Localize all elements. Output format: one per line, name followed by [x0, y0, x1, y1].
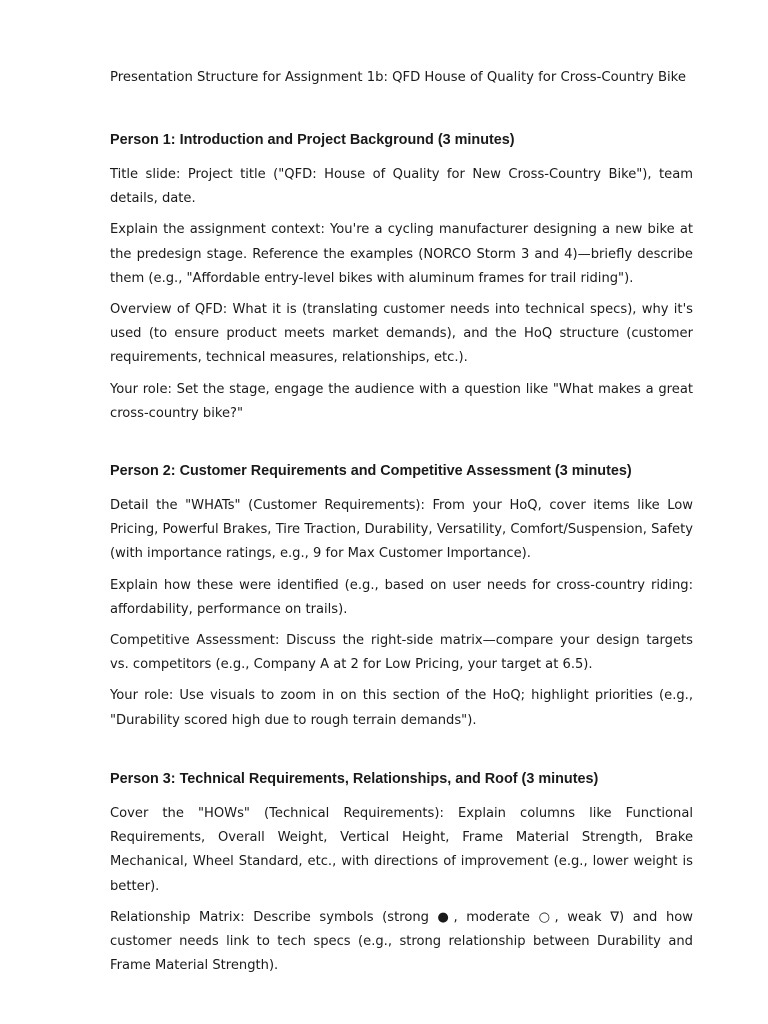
paragraph: Detail the "WHATs" (Customer Requirements): From your HoQ, cover items like Low Pricing, Powerful Brakes, Tire Traction, Durability, Versatility, Comfort/Suspension, Safety (with importance ratings, e.g., 9 for Max Customer Importance). [110, 498, 693, 562]
document-title: Presentation Structure for Assignment 1b: QFD House of Quality for Cross-Country Bike [110, 70, 686, 85]
section-heading: Person 1: Introduction and Project Background (3 minutes) [110, 132, 515, 148]
section-heading: Person 3: Technical Requirements, Relationships, and Roof (3 minutes) [110, 771, 599, 787]
paragraph: Cover the "HOWs" (Technical Requirements): Explain columns like Functional Requirements, Overall Weight, Vertical Height, Frame Material Strength, Brake Mechanical, Wheel Standard, etc., with directions of improvement (e.g., lower weight is better). [110, 806, 693, 894]
paragraph: Title slide: Project title ("QFD: House of Quality for New Cross-Country Bike"), team details, date. [110, 167, 693, 207]
paragraph: Explain how these were identified (e.g., based on user needs for cross-country riding: affordability, performance on trails). [110, 577, 693, 617]
section-heading: Person 2: Customer Requirements and Competitive Assessment (3 minutes) [110, 463, 632, 479]
section-person-1 [110, 131, 693, 433]
section-person-2 [110, 462, 693, 740]
paragraph: Your role: Set the stage, engage the audience with a question like "What makes a great cross-country bike?" [110, 381, 693, 421]
section-person-3 [110, 770, 693, 985]
paragraph: Your role: Use visuals to zoom in on this section of the HoQ; highlight priorities (e.g., "Durability scored high due to rough terrain demands"). [110, 688, 693, 728]
paragraph: Competitive Assessment: Discuss the right-side matrix—compare your design targets vs. competitors (e.g., Company A at 2 for Low Pricing, your target at 6.5). [110, 633, 693, 673]
paragraph: Overview of QFD: What it is (translating customer needs into technical specs), why it's used (to ensure product meets market demands), and the HoQ structure (customer requirements, technical measures, relationships, etc.). [110, 302, 693, 366]
paragraph: Relationship Matrix: Describe symbols (strong ●, moderate ○, weak ∇) and how customer needs link to tech specs (e.g., strong relationship between Durability and Frame Material Strength). [110, 909, 693, 974]
paragraph: Explain the assignment context: You're a cycling manufacturer designing a new bike at the predesign stage. Reference the examples (NORCO Storm 3 and 4)—briefly describe them (e.g., "Affordable entry-level bikes with aluminum frames for trail riding"). [110, 222, 693, 286]
